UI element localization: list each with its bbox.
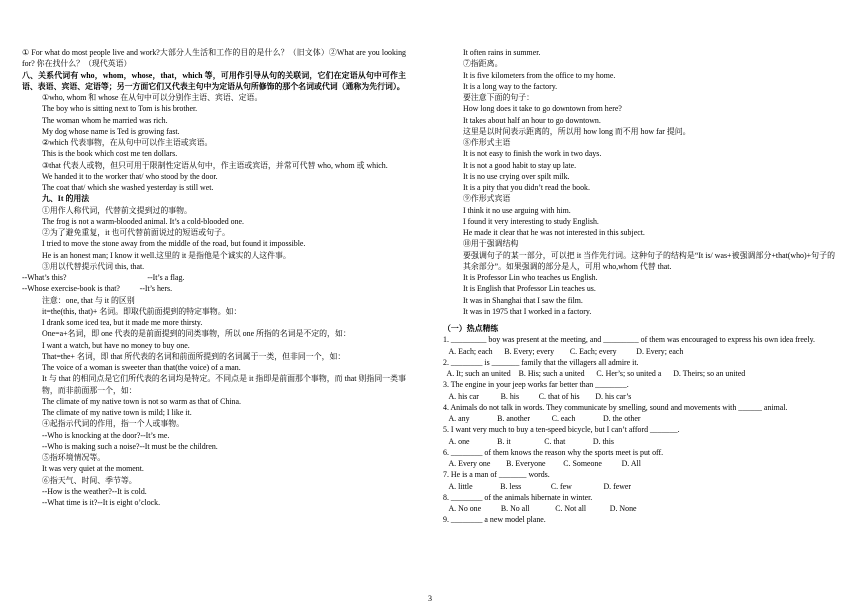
left-column-line: --What’s this? --It’s a flag. — [22, 273, 185, 282]
left-column-line: --Whose exercise-book is that? --It’s hers. — [22, 284, 173, 294]
left-column-line: ⑥指天气、时间、季节等。 — [42, 475, 137, 485]
left-column-line: ①who, whom 和 whose 在从句中可以分别作主语、宾语、定语。 — [42, 93, 263, 102]
left-column-line: ①用作人称代词，代替前文提到过的事物。 — [42, 205, 192, 215]
left-column-line: --Who is knocking at the door?--It’s me. — [42, 430, 170, 440]
left-column-line: He is an honest man; I know it well.这里的 it 是指他是个诚实的人这件事。 — [42, 250, 291, 260]
left-column-line: ⑤指环境情况等。 — [42, 453, 106, 462]
left-column-line: The boy who is sitting next to Tom is his brother. — [42, 104, 198, 114]
left-column-line: --Who is making such a noise?--It must be the children. — [42, 441, 218, 451]
right-column-line: 这里是以时间表示距离的，所以用 how long 而不用 how far 提问。 — [463, 126, 691, 136]
right-column-line: 3. The engine in your jeep works far better than ________. — [443, 380, 629, 390]
right-column-line: （一）热点精练 — [443, 324, 499, 333]
left-column-line: One=a+名词，即 one 代表的是前面提到的同类事物，所以 one 所指的名词是不定的，如： — [42, 329, 351, 339]
left-column-line: ②which 代表事物，在从句中可以作主语或宾语。 — [42, 138, 213, 147]
left-column-line: ③that 代表人或物，但只可用于限制性定语从句中，作主语或宾语，并常可代替 who, whom 或 which. — [42, 160, 388, 170]
right-column-line: A. one B. it C. that D. this — [443, 436, 614, 446]
right-column-line: It is not easy to finish the work in two days. — [463, 149, 602, 159]
right-column-line: It is Professor Lin who teaches us English. — [463, 273, 598, 282]
right-column-line: 要强调句子的某一部分，可以把 it 当作先行词。这种句子的结构是“It is/ was+被强调部分+that(who)+句子的其余部分”。如果强调的部分是人，可用 who,whom 代替 that. — [463, 250, 835, 271]
right-column-line: 4. Animals do not talk in words. They communicate by smelling, sound and movements with ______ animal. — [443, 402, 788, 412]
right-column-line: It is not a good habit to stay up late. — [463, 160, 577, 170]
right-column-line: It was in Shanghai that I saw the film. — [463, 295, 583, 305]
left-column-line: ① For what do most people live and work?大部分人生活和工作的目的是什么？（旧文体）②What are you looking for? 你在找什么？（现代英语） — [22, 48, 406, 69]
left-column-line: I want a watch, but have no money to buy one. — [42, 340, 190, 350]
right-column-line: It is English that Professor Lin teaches us. — [463, 284, 596, 294]
left-column-line: --How is the weather?--It is cold. — [42, 486, 147, 496]
left-column-line: It was very quiet at the moment. — [42, 464, 144, 474]
left-column-line: 九、It 的用法 — [42, 194, 90, 204]
right-column-line: ⑩用于强调结构 — [463, 239, 519, 249]
left-column-line: We handed it to the worker that/ who stood by the door. — [42, 171, 218, 181]
right-column-line: It is no use crying over spilt milk. — [463, 171, 570, 181]
right-column-line: 7. He is a man of _______ words. — [443, 470, 550, 480]
right-column-line: ⑧作形式主语 — [463, 138, 511, 147]
left-column-line: ②为了避免重复，it 也可代替前面说过的短语或句子。 — [42, 228, 230, 237]
right-column-line: A. any B. another C. each D. the other — [443, 414, 641, 423]
right-column-line: 2. ________ is _______ family that the villagers all admire it. — [443, 357, 639, 367]
left-column-line: The frog is not a warm-blooded animal. It’s a cold-blooded one. — [42, 216, 245, 226]
right-column-line: ⑨作形式宾语 — [463, 194, 511, 204]
left-column-line: --What time is it?--It is eight o’clock. — [42, 498, 161, 507]
right-column-line: 6. ________ of them knows the reason why the sports meet is put off. — [443, 447, 664, 457]
right-column-line: A. Every one B. Everyone C. Someone D. All — [443, 459, 641, 468]
right-column-line: 5. I want very much to buy a ten-speed bicycle, but I can’t afford _______. — [443, 425, 680, 435]
left-column-line: ④起指示代词的作用，指一个人或事物。 — [42, 419, 185, 429]
left-column-line: The climate of my native town is mild; I like it. — [42, 408, 192, 417]
left-column-line: 八、关系代词有 who，whom，whose，that，which 等，可用作引导从句的关联词，它们在定语从句中可作主语、表语、宾语、定语等；另一方面它们又代表主句中为定语从句所修饰的那个名词或代词（通称为先行词）。 — [22, 70, 406, 91]
right-column-line: He made it clear that he was not interested in this subject. — [463, 228, 645, 237]
right-column-line: 8. ________ of the animals hibernate in winter. — [443, 492, 593, 502]
left-column-line: The climate of my native town is not so warm as that of China. — [42, 396, 241, 406]
right-column-line: A. It; such an united B. His; such a united C. Her’s; so united a D. Theirs; so an united — [443, 369, 746, 378]
right-column-line: How long does it take to go downtown from here? — [463, 104, 622, 114]
left-column — [22, 47, 406, 508]
right-column-line: A. little B. less C. few D. fewer — [443, 481, 632, 491]
right-column-line: A. No one B. No all C. Not all D. None — [443, 504, 637, 513]
right-column-line: A. Each; each B. Every; every C. Each; every D. Every; each — [443, 346, 684, 356]
page-number: 3 — [428, 594, 432, 603]
right-column-line: A. his car B. his C. that of his D. his car’s — [443, 391, 632, 401]
right-column-line: 1. _________ boy was present at the meeting, and _________ of them was encouraged to express his own idea freely. — [443, 335, 816, 345]
left-column-line: It 与 that 的相同点是它们所代表的名词均是特定。不同点是 it 指即是前面那个事物，而 that 则指同一类事物，而非前面那一个，如： — [42, 374, 406, 395]
right-column-line: I think it no use arguing with him. — [463, 205, 571, 215]
left-column-line: The woman whom he married was rich. — [42, 115, 168, 125]
left-column-line: The voice of a woman is sweeter than that(the voice) of a man. — [42, 363, 241, 372]
left-column-line: My dog whose name is Ted is growing fast. — [42, 126, 180, 136]
right-column-line: It was in 1975 that I worked in a factory. — [463, 306, 592, 316]
left-column-line: 注意：one, that 与 it 的区别 — [42, 295, 135, 305]
right-column-line: It is a long way to the factory. — [463, 81, 558, 91]
right-column-line: It is a pity that you didn’t read the book. — [463, 183, 590, 192]
right-column-line: 9. ________ a new model plane. — [443, 515, 546, 525]
right-column-line: I found it very interesting to study English. — [463, 216, 599, 226]
left-column-line: This is the book which cost me ten dollars. — [42, 149, 178, 159]
left-column-line: That=the+ 名词，即 that 所代表的名词和前面所提到的名词属于一类，但非同一个，如： — [42, 351, 346, 361]
left-column-line: I tried to move the stone away from the middle of the road, but found it impossible. — [42, 239, 306, 249]
right-column-line: It takes about half an hour to go downtown. — [463, 115, 601, 125]
left-column-line: it=the(this, that)+ 名词。即取代前面提到的特定事物。如： — [42, 306, 242, 316]
right-column-line: It often rains in summer. — [463, 48, 541, 57]
right-column-line: ⑦指距离。 — [463, 59, 503, 69]
left-column-line: I drank some iced tea, but it made me more thirsty. — [42, 318, 203, 327]
left-column-line: ③用以代替提示代词 this, that. — [42, 261, 145, 271]
left-column-line: The coat that/ which she washed yesterday is still wet. — [42, 183, 214, 192]
right-column-line: It is five kilometers from the office to my home. — [463, 70, 616, 80]
right-column-line: 要注意下面的句子： — [463, 93, 535, 102]
right-column — [443, 47, 835, 526]
